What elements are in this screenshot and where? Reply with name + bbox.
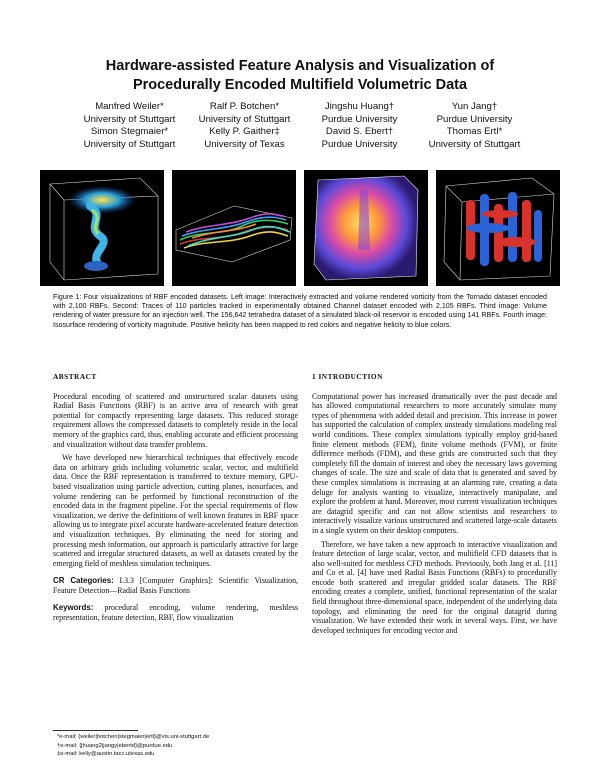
cr-categories — [53, 576, 298, 595]
footnote: †e-mail: {jhuang2|jangy|ebertd}@purdue.edu — [57, 742, 173, 749]
author-affiliation: University of Stuttgart — [198, 113, 291, 125]
author-name: Thomas Ertl* — [446, 126, 503, 138]
author-affiliation: University of Stuttgart — [428, 138, 521, 150]
keywords-label: Keywords: — [53, 603, 94, 613]
teaser-figure — [40, 170, 560, 286]
footnote: ‡e-mail: kelly@austin.tacc.utexas.edu — [57, 751, 155, 758]
abstract-paragraph: We have developed new hierarchical techniques that effectively encode data on arbitrary grids including volumetric scalar, vector, and multifield data. Once the RBF representation is transferred to texture memory, GPU-based visualization using particle advection, cutting planes, isosurfaces, and volume rendering can be performed by functional reconstruction of the encoded data in the fragment pipeline. For the special requirements of flow visualization, we derive the definitions of well known features in RBF space allowing us to integrate pixel accurate hardware-accelerated feature detection and visualization techniques. By eliminating the need for storing and processing mesh information, our approach is particularly attractive for large scattered and irregular structured datasets, as well as datasets created by the emerging field of meshless simulation techniques. — [53, 453, 298, 568]
keywords-text: procedural encoding, volume rendering, meshless representation, feature detection, RBF, flow visualization — [53, 603, 298, 623]
footnotes — [57, 733, 209, 759]
cr-label: CR Categories: — [53, 576, 114, 586]
author-name: Ralf P. Botchen* — [209, 101, 280, 112]
title-line-1: Hardware-assisted Feature Analysis and Visualization of — [105, 58, 495, 74]
figure-caption: Figure 1: Four visualizations of RBF encoded datasets. Left image: Interactively extracted and volume rendered vorticity from the Tornado dataset encoded with 2,100 RBFs. Second: Traces of 110 particles tracked in experimentally obtained Channel dataset encoded with 2,105 RBFs. Third image: Volume rendering of water pressure for an injection well. The 156,642 tetrahedra dataset of a simulated black-oil reservoir is encoded using 141 RBFs. Fourth image: Isosurface rendering of vorticity magnitude. Positive helicity has been mapped to red colors and negative helicity to blue colors. — [53, 293, 547, 329]
cr-text: I.3.3 [Computer Graphics]: Scientific Visualization, Feature Detection—Radial Basis Functions — [53, 576, 299, 595]
intro-paragraph: Therefore, we have taken a new approach to interactive visualization and feature detection of large scalar, vector, and multifield CFD datasets that is also well-suited for meshless CFD methods. Previously, both Jang et al. [11] and Co et al. [4] have used Radial Basis Functions (RBFs) to procedurally encode both scattered and irregular gridded scalar datasets. The RBF encoding creates a complete, unified, functional representation of the scalar field throughout three-dimensional space, independent of the underlying data topology, and eliminating the need for the original datagrid during visualization. We have extended their work in several ways. First, we have developed techniques for encoding vector and — [312, 539, 557, 635]
right-column — [312, 372, 557, 639]
title-line-2: Procedurally Encoded Multifield Volumetric Data — [132, 77, 468, 93]
author-block — [72, 101, 532, 151]
author-affiliation: University of Texas — [204, 138, 285, 150]
author-affiliation: University of Stuttgart — [83, 138, 176, 150]
author-affiliation: Purdue University — [321, 113, 398, 125]
introduction-heading: 1 INTRODUCTION — [312, 372, 383, 381]
left-column — [53, 372, 298, 627]
footnote: *e-mail: {weiler|botchen|stegmaier|ertl}@vis.uni-stuttgart.de — [57, 734, 210, 740]
author-name: Simon Stegmaier* — [90, 126, 169, 138]
author-name: David S. Ebert† — [325, 126, 394, 138]
intro-paragraph: Computational power has increased dramatically over the past decade and has allowed computational researchers to more accurately simulate many types of phenomena with added detail and precision. This increase in power has supported the calculation of complex unsteady simulations modeling real world conditions. These complex simulations typically employ grid-based finite element methods (FEM), finite volume methods (FVM), or finite difference methods (FDM), and these grids are constructed such that they completely fill the domain of interest and obey the necessary laws governing changes of scale. The size and scale of data that is generated and saved by these complex simulations is increasing at an alarming rate, creating a data deluge for analysts wanting to visualize, interactively manipulate, and explore the problem at hand. Moreover, most current visualization techniques are datagrid specific and can not allow scientists and researchers to interactively visualize various unstructured and scattered large-scale datasets in a single system on their desktop computers. — [312, 391, 557, 535]
abstract-heading: ABSTRACT — [53, 372, 97, 381]
author-name: Yun Jang† — [451, 101, 498, 112]
channel-particle-traces-image — [172, 170, 296, 286]
paper-title — [0, 57, 600, 95]
author-name: Manfred Weiler* — [95, 101, 164, 112]
footnote-divider — [53, 730, 138, 731]
author-affiliation: University of Stuttgart — [83, 113, 176, 125]
keywords — [53, 603, 298, 622]
author-name: Jingshu Huang† — [324, 101, 395, 112]
vorticity-isosurface-image — [436, 170, 560, 286]
injection-well-pressure-image — [304, 170, 428, 286]
tornado-vorticity-image — [40, 170, 164, 286]
author-affiliation: Purdue University — [321, 138, 398, 150]
abstract-paragraph: Procedural encoding of scattered and unstructured scalar datasets using Radial Basis Functions (RBF) is an active area of research with great potential for compactly representing large datasets. This reduced storage requirement allows the compressed datasets to completely reside in the local memory of the graphics card, thus, enabling accurate and efficient processing and visualization without data transfer problems. — [53, 391, 298, 449]
author-name: Kelly P. Gaither‡ — [209, 126, 280, 138]
author-affiliation: Purdue University — [436, 113, 513, 125]
